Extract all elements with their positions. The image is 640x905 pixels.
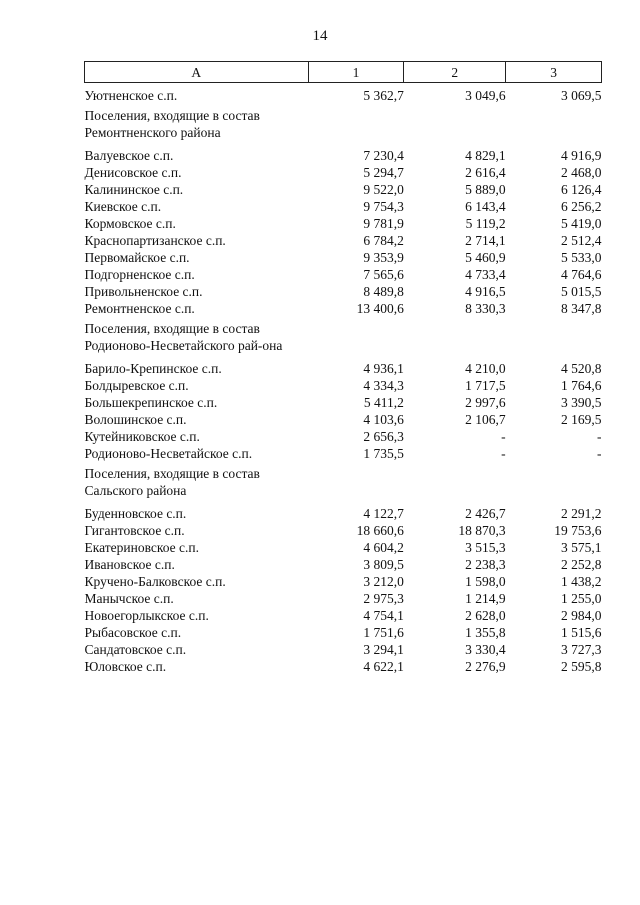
- value-col2: 3 515,3: [465, 540, 506, 555]
- value-col2: 2 426,7: [465, 506, 506, 521]
- value-col1: 8 489,8: [363, 284, 404, 299]
- value-col2: 4 733,4: [465, 267, 506, 282]
- value-col3: 2 252,8: [561, 557, 602, 572]
- value-col2: 2 238,3: [465, 557, 506, 572]
- table-row: [85, 198, 602, 215]
- settlement-name: Калининское с.п.: [84, 182, 184, 197]
- table-row: [85, 360, 602, 377]
- value-col3: 5 419,0: [561, 216, 602, 231]
- value-col1: 4 103,6: [363, 412, 404, 427]
- value-col2: 4 916,5: [465, 284, 506, 299]
- settlement-name: Кручено-Балковское с.п.: [84, 574, 226, 589]
- value-col1: 9 522,0: [363, 182, 404, 197]
- value-col1: 2 656,3: [363, 429, 404, 444]
- header-cell-col2: 2: [404, 62, 506, 83]
- table-row: [85, 83, 602, 105]
- settlement-name: Родионово-Несветайское с.п.: [84, 446, 253, 461]
- value-col2: 4 210,0: [465, 361, 506, 376]
- empty-cell: [404, 104, 506, 147]
- empty-cell: [404, 462, 506, 505]
- value-col3: 1 764,6: [561, 378, 602, 393]
- value-col2: -: [501, 429, 506, 444]
- value-col1: 9 781,9: [363, 216, 404, 231]
- settlement-name: Краснопартизанское с.п.: [84, 233, 226, 248]
- group-heading: Поселения, входящие в состав Родионово-Несветайского рай-она: [84, 321, 283, 353]
- value-col2: 18 870,3: [458, 523, 506, 538]
- value-col1: 6 784,2: [363, 233, 404, 248]
- value-col1: 3 212,0: [363, 574, 404, 589]
- value-col3: 5 015,5: [561, 284, 602, 299]
- value-col2: 1 598,0: [465, 574, 506, 589]
- value-col3: 2 595,8: [561, 659, 602, 674]
- table-row: [85, 394, 602, 411]
- settlement-name: Волошинское с.п.: [84, 412, 187, 427]
- value-col3: 3 069,5: [561, 88, 602, 103]
- value-col2: -: [501, 446, 506, 461]
- value-col1: 3 294,1: [363, 642, 404, 657]
- header-cell-name: А: [85, 62, 309, 83]
- table-row: [85, 658, 602, 675]
- value-col1: 13 400,6: [356, 301, 404, 316]
- value-col2: 2 616,4: [465, 165, 506, 180]
- group-heading: Поселения, входящие в состав Ремонтненского района: [84, 108, 260, 140]
- settlement-name: Валуевское с.п.: [84, 148, 174, 163]
- settlement-name: Новоегорлыкское с.п.: [84, 608, 209, 623]
- value-col1: 5 411,2: [363, 395, 404, 410]
- empty-cell: [404, 317, 506, 360]
- value-col1: 7 565,6: [363, 267, 404, 282]
- value-col1: 1 751,6: [363, 625, 404, 640]
- table-header-row: [85, 62, 602, 83]
- value-col1: 4 936,1: [363, 361, 404, 376]
- table-row: [85, 411, 602, 428]
- settlement-name: Уютненское с.п.: [84, 88, 178, 103]
- table-row: [85, 624, 602, 641]
- settlement-name: Барило-Крепинское с.п.: [84, 361, 222, 376]
- group-heading-row: [85, 317, 602, 360]
- empty-cell: [506, 317, 602, 360]
- header-cell-col1: 1: [308, 62, 404, 83]
- settlement-name: Большекрепинское с.п.: [84, 395, 218, 410]
- value-col3: 2 169,5: [561, 412, 602, 427]
- value-col3: 4 764,6: [561, 267, 602, 282]
- value-col3: 6 256,2: [561, 199, 602, 214]
- table-row: [85, 283, 602, 300]
- value-col3: -: [597, 429, 602, 444]
- value-col2: 3 049,6: [465, 88, 506, 103]
- value-col3: 1 255,0: [561, 591, 602, 606]
- table-row: [85, 147, 602, 164]
- table-row: [85, 641, 602, 658]
- table-row: [85, 181, 602, 198]
- value-col2: 2 106,7: [465, 412, 506, 427]
- table-row: [85, 215, 602, 232]
- group-heading: Поселения, входящие в состав Сальского района: [84, 466, 260, 498]
- table-row: [85, 573, 602, 590]
- group-heading-row: [85, 462, 602, 505]
- group-heading-row: [85, 104, 602, 147]
- settlement-name: Буденновское с.п.: [84, 506, 187, 521]
- value-col3: 4 916,9: [561, 148, 602, 163]
- settlement-name: Рыбасовское с.п.: [84, 625, 182, 640]
- table-row: [85, 607, 602, 624]
- settlement-name: Ремонтненское с.п.: [84, 301, 195, 316]
- value-col2: 2 714,1: [465, 233, 506, 248]
- settlement-name: Гигантовское с.п.: [84, 523, 185, 538]
- value-col1: 4 122,7: [363, 506, 404, 521]
- value-col1: 3 809,5: [363, 557, 404, 572]
- value-col3: 2 512,4: [561, 233, 602, 248]
- value-col1: 9 754,3: [363, 199, 404, 214]
- value-col1: 1 735,5: [363, 446, 404, 461]
- value-col2: 2 276,9: [465, 659, 506, 674]
- header-cell-col3: 3: [506, 62, 602, 83]
- table-row: [85, 249, 602, 266]
- value-col3: 2 984,0: [561, 608, 602, 623]
- value-col1: 4 754,1: [363, 608, 404, 623]
- empty-cell: [308, 104, 404, 147]
- value-col2: 5 889,0: [465, 182, 506, 197]
- settlement-name: Денисовское с.п.: [84, 165, 182, 180]
- table-row: [85, 590, 602, 607]
- value-col3: 19 753,6: [554, 523, 602, 538]
- value-col1: 4 622,1: [363, 659, 404, 674]
- table-row: [85, 556, 602, 573]
- empty-cell: [506, 104, 602, 147]
- settlement-name: Привольненское с.п.: [84, 284, 203, 299]
- settlement-name: Манычское с.п.: [84, 591, 174, 606]
- value-col3: 6 126,4: [561, 182, 602, 197]
- value-col1: 9 353,9: [363, 250, 404, 265]
- settlement-name: Екатериновское с.п.: [84, 540, 199, 555]
- value-col1: 5 294,7: [363, 165, 404, 180]
- value-col1: 4 334,3: [363, 378, 404, 393]
- empty-cell: [506, 462, 602, 505]
- value-col3: 3 575,1: [561, 540, 602, 555]
- value-col2: 4 829,1: [465, 148, 506, 163]
- value-col3: -: [597, 446, 602, 461]
- table-row: [85, 300, 602, 317]
- settlements-budget-table: [84, 61, 602, 675]
- table-row: [85, 445, 602, 462]
- value-col2: 6 143,4: [465, 199, 506, 214]
- value-col3: 8 347,8: [561, 301, 602, 316]
- settlement-name: Кормовское с.п.: [84, 216, 176, 231]
- value-col2: 3 330,4: [465, 642, 506, 657]
- value-col2: 1 214,9: [465, 591, 506, 606]
- settlement-name: Ивановское с.п.: [84, 557, 175, 572]
- value-col1: 4 604,2: [363, 540, 404, 555]
- settlement-name: Болдыревское с.п.: [84, 378, 189, 393]
- settlement-name: Кутейниковское с.п.: [84, 429, 200, 444]
- value-col2: 8 330,3: [465, 301, 506, 316]
- value-col2: 5 119,2: [465, 216, 506, 231]
- value-col3: 2 291,2: [561, 506, 602, 521]
- value-col2: 1 717,5: [465, 378, 506, 393]
- table-row: [85, 232, 602, 249]
- settlement-name: Первомайское с.п.: [84, 250, 190, 265]
- value-col3: 2 468,0: [561, 165, 602, 180]
- table-body: [85, 83, 602, 676]
- empty-cell: [308, 317, 404, 360]
- table-row: [85, 428, 602, 445]
- value-col3: 5 533,0: [561, 250, 602, 265]
- value-col2: 2 628,0: [465, 608, 506, 623]
- value-col1: 5 362,7: [363, 88, 404, 103]
- page-number: 14: [312, 28, 328, 44]
- table-row: [85, 377, 602, 394]
- settlement-name: Сандатовское с.п.: [84, 642, 187, 657]
- table-row: [85, 266, 602, 283]
- empty-cell: [308, 462, 404, 505]
- settlement-name: Подгорненское с.п.: [84, 267, 195, 282]
- value-col1: 2 975,3: [363, 591, 404, 606]
- table-row: [85, 505, 602, 522]
- settlement-name: Киевское с.п.: [84, 199, 162, 214]
- value-col3: 3 727,3: [561, 642, 602, 657]
- value-col1: 7 230,4: [363, 148, 404, 163]
- value-col3: 1 438,2: [561, 574, 602, 589]
- value-col3: 3 390,5: [561, 395, 602, 410]
- value-col3: 4 520,8: [561, 361, 602, 376]
- table-row: [85, 522, 602, 539]
- table-row: [85, 164, 602, 181]
- settlement-name: Юловское с.п.: [84, 659, 167, 674]
- value-col3: 1 515,6: [561, 625, 602, 640]
- table-row: [85, 539, 602, 556]
- value-col1: 18 660,6: [356, 523, 404, 538]
- value-col2: 2 997,6: [465, 395, 506, 410]
- value-col2: 1 355,8: [465, 625, 506, 640]
- value-col2: 5 460,9: [465, 250, 506, 265]
